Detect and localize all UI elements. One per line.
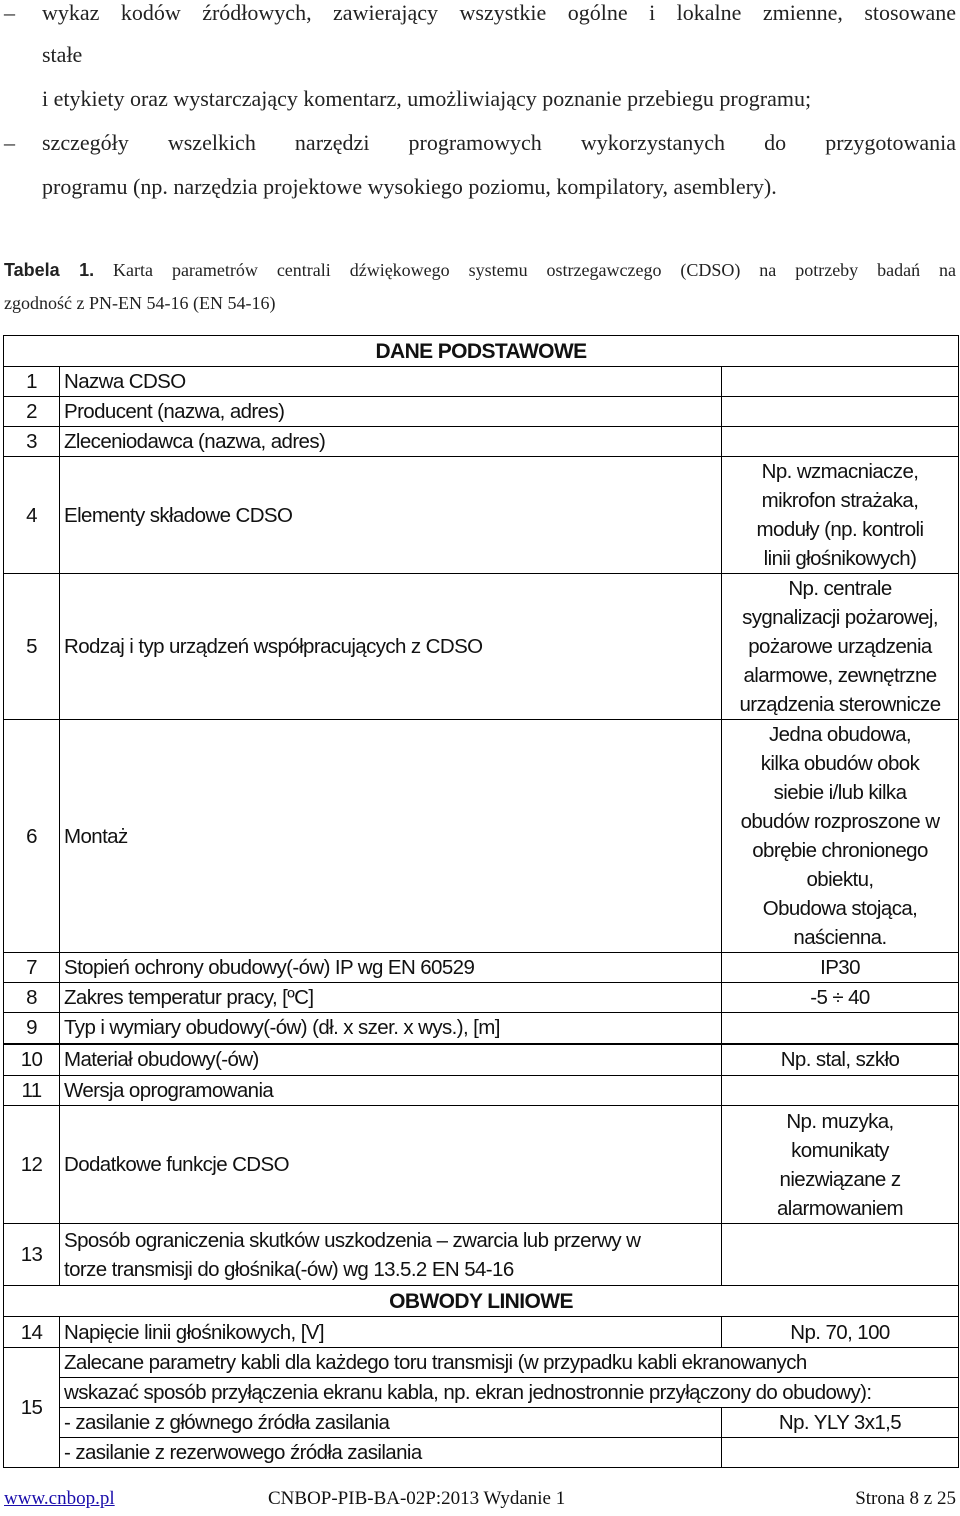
table-row [4,953,959,983]
bullet-dash: – [4,0,15,25]
section-title-basic: DANE PODSTAWOWE [4,336,959,367]
value-line: Np. centrale [788,577,892,600]
row-parameter: Zakres temperatur pracy, [ºC] [60,983,722,1013]
table-row [4,1438,959,1468]
row-number: 13 [4,1224,60,1286]
row-parameter: Elementy składowe CDSO [60,457,722,574]
value-line: mikrofon strażaka, [761,489,919,512]
row-value-empty [722,1224,959,1286]
row-number: 4 [4,457,60,574]
parameter-line: torze transmisji do głośnika(-ów) wg 13.5.2 EN 54-16 [64,1257,514,1281]
value-line: obiektu, [806,868,874,891]
row-parameter [60,1224,722,1286]
table-row [4,1317,959,1348]
row-number: 15 [4,1348,60,1468]
bullet-1-line-1: wykaz kodów źródłowych, zawierający wszystkie ogólne i lokalne zmienne, stosowane [42,0,956,25]
row-parameter: Wersja oprogramowania [60,1076,722,1106]
value-line: Obudowa stojąca, [762,897,918,920]
row-value-empty [722,367,959,397]
value-line: linii głośnikowych) [763,547,917,570]
row-value [722,1106,959,1224]
table-row [4,1348,959,1378]
table-row [4,427,959,457]
row-value-empty [722,427,959,457]
table-row [4,1224,959,1286]
table-caption [4,260,956,314]
row-sub-parameter: - zasilanie z głównego źródła zasilania [60,1408,722,1438]
value-line: Jedna obudowa, [768,723,912,746]
bullet-1-line-3: i etykiety oraz wystarczający komentarz, umożliwiający poznanie przebiegu programu; [42,86,812,111]
page-number: Strona 8 z 25 [855,1488,956,1509]
value-line: obrębie chronionego [752,839,928,862]
table-row [4,1106,959,1224]
row-number: 14 [4,1317,60,1348]
table-row [4,397,959,427]
bullet-dash: – [4,130,15,155]
row-number: 6 [4,720,60,953]
caption-label: Tabela 1. [4,260,95,280]
row-number: 11 [4,1076,60,1106]
value-line: urządzenia sterownicze [739,693,941,716]
row-value: -5 ÷ 40 [722,983,959,1013]
row-value: IP30 [722,953,959,983]
row-parameter: Materiał obudowy(-ów) [60,1044,722,1076]
row-value-empty [722,1438,959,1468]
table-row [4,457,959,574]
row-parameter: Stopień ochrony obudowy(-ów) IP wg EN 60529 [60,953,722,983]
bullet-1-line-2: stałe [42,42,83,67]
caption-line-2: zgodność z PN-EN 54-16 (EN 54-16) [4,293,276,313]
row-number: 5 [4,574,60,720]
bullet-2-line-1: szczegóły wszelkich narzędzi programowych wykorzystanych do przygotowania [42,130,956,155]
document-id: CNBOP-PIB-BA-02P:2013 Wydanie 1 [268,1488,566,1509]
value-line: kilka obudów obok [760,752,920,775]
parameter-line: Sposób ograniczenia skutków uszkodzenia – zwarcia lub przerwy w [64,1228,641,1252]
section-title-line-circuits: OBWODY LINIOWE [4,1286,959,1317]
row-number: 9 [4,1013,60,1044]
row-parameter: Montaż [60,720,722,953]
row-number: 10 [4,1044,60,1076]
caption-text: Karta parametrów centrali dźwiękowego systemu ostrzegawczego (CDSO) na potrzeby badań na [113,260,956,280]
table-row [4,1378,959,1408]
row-number: 1 [4,367,60,397]
row-number: 2 [4,397,60,427]
website-link[interactable]: www.cnbop.pl [4,1488,115,1509]
row-number: 7 [4,953,60,983]
row-parameter: Producent (nazwa, adres) [60,397,722,427]
row-parameter: Zleceniodawca (nazwa, adres) [60,427,722,457]
row-parameter-intro: Zalecane parametry kabli dla każdego toru transmisji (w przypadku kabli ekranowanych [60,1348,959,1378]
row-value [722,457,959,574]
row-value-empty [722,1076,959,1106]
section-header-row [4,336,959,367]
row-number: 8 [4,983,60,1013]
table-row [4,1408,959,1438]
value-line: moduły (np. kontroli [756,518,924,541]
row-parameter: Nazwa CDSO [60,367,722,397]
value-line: pożarowe urządzenia [748,635,932,658]
bullet-2-line-2: programu (np. narzędzia projektowe wysokiego poziomu, kompilatory, asemblery). [42,174,777,199]
table-row [4,1044,959,1076]
value-line: komunikaty [791,1138,889,1162]
row-value: Np. 70, 100 [722,1317,959,1348]
row-value [722,720,959,953]
row-value-empty [722,397,959,427]
page-footer [0,1488,960,1516]
row-parameter: Napięcie linii głośnikowych, [V] [60,1317,722,1348]
value-line: obudów rozproszone w [740,810,940,833]
row-parameter: Typ i wymiary obudowy(-ów) (dł. x szer. x wys.), [m] [60,1013,722,1044]
row-value: Np. YLY 3x1,5 [722,1408,959,1438]
section-header-row [4,1286,959,1317]
row-number: 12 [4,1106,60,1224]
value-line: Np. wzmacniacze, [761,460,919,483]
value-line: naścienna. [793,926,887,949]
caption-line-1 [4,260,956,281]
row-parameter: Dodatkowe funkcje CDSO [60,1106,722,1224]
row-sub-parameter: - zasilanie z rezerwowego źródła zasilania [60,1438,722,1468]
table-row [4,983,959,1013]
table-row [4,720,959,953]
table-row [4,367,959,397]
value-line: alarmowe, zewnętrzne [743,664,937,687]
row-value [722,574,959,720]
value-line: sygnalizacji pożarowej, [742,606,938,629]
value-line: alarmowaniem [776,1196,904,1220]
value-line: niezwiązane z [779,1167,901,1191]
parameter-card-table [3,335,959,1468]
row-value: Np. stal, szkło [722,1044,959,1076]
value-line: Np. muzyka, [786,1109,894,1133]
row-number: 3 [4,427,60,457]
table-row [4,1013,959,1044]
row-parameter: Rodzaj i typ urządzeń współpracujących z CDSO [60,574,722,720]
table-row [4,1076,959,1106]
row-value-empty [722,1013,959,1044]
value-line: siebie i/lub kilka [773,781,907,804]
table-row [4,574,959,720]
row-parameter-intro: wskazać sposób przyłączenia ekranu kabla, np. ekran jednostronnie przyłączony do obudowy): [60,1378,959,1408]
